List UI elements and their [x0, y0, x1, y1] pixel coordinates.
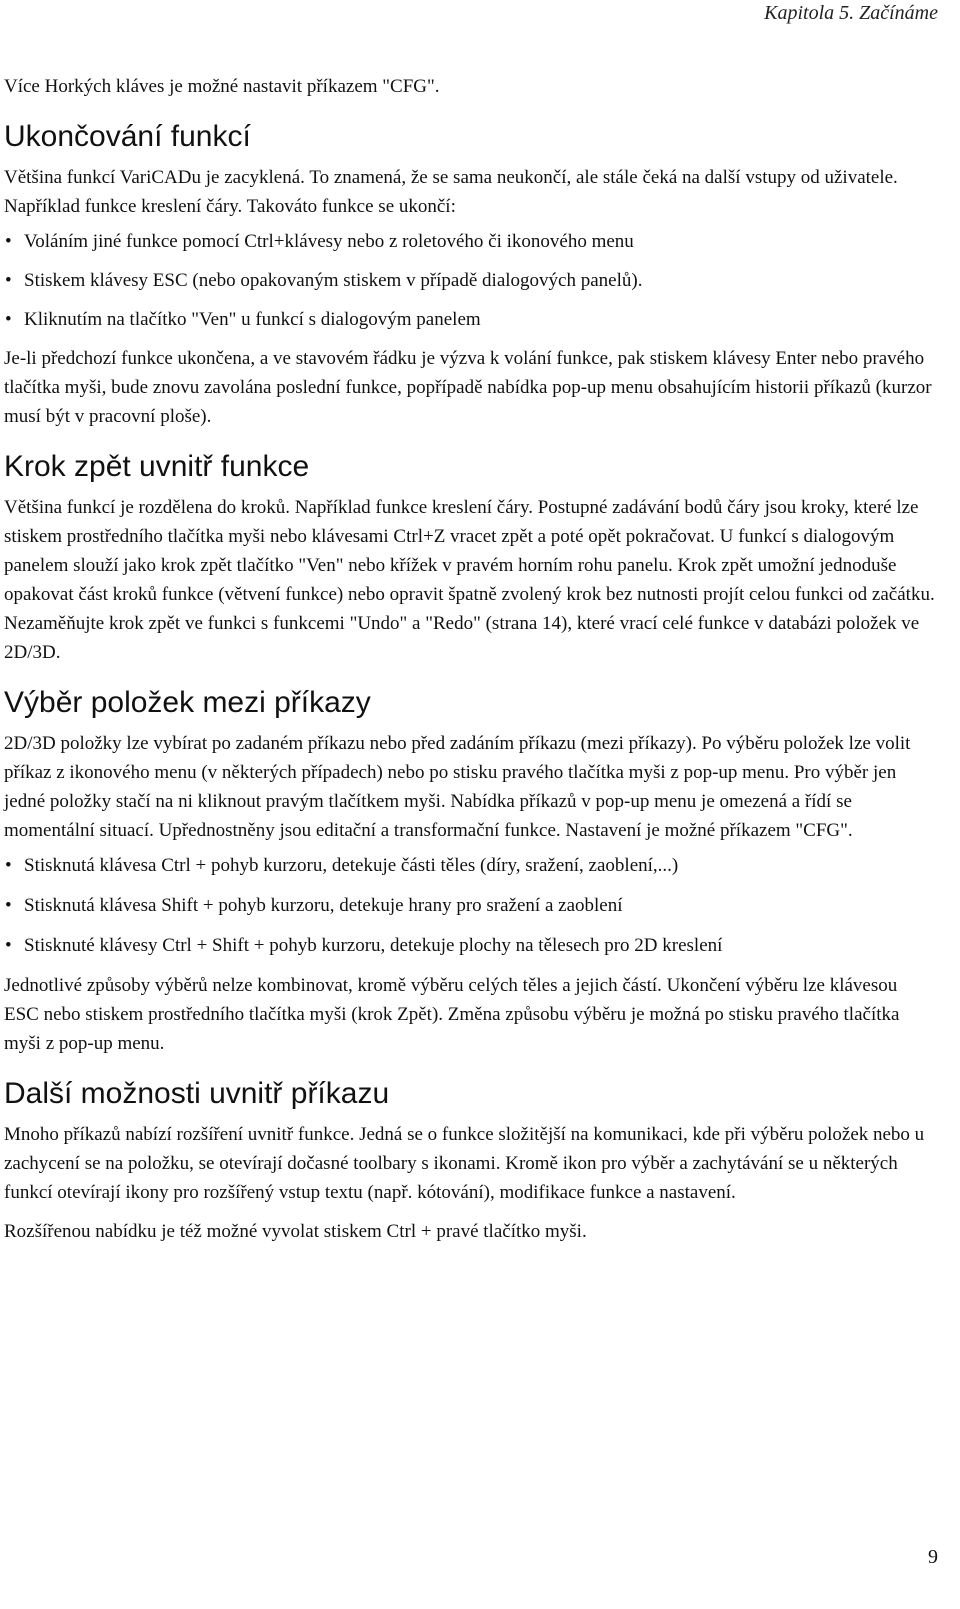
paragraph: Je-li předchozí funkce ukončena, a ve stavovém řádku je výzva k volání funkce, pak stiskem klávesy Enter nebo pravého tlačítka myši, bude znovu zavolána poslední funkce, popřípadě nabídka pop-up menu obsahujícím historii příkazů (kurzor musí být v pracovní ploše).	[4, 348, 932, 427]
paragraph: Většina funkcí je rozdělena do kroků. Například funkce kreslení čáry. Postupné zadávání bodů čáry jsou kroky, které lze stiskem prostředního tlačítka myši nebo klávesami Ctrl+Z vracet zpět a poté opět pokračovat. U funkcí s dialogovým panelem slouží jako krok zpět tlačítko "Ven" nebo křížek v pravém horním rohu panelu. Krok zpět umožní jednoduše opakovat část kroků funkce (větvení funkce) nebo opravit špatně zvolený krok bez nutnosti projít celou funkci od začátku. Nezaměňujte krok zpět ve funkci s funkcemi "Undo" a "Redo" (strana 14), které vrací celé funkce v databázi položek ve 2D/3D.	[4, 497, 935, 663]
list-item: • Voláním jiné funkce pomocí Ctrl+klávesy nebo z roletového či ikonového menu	[4, 227, 936, 256]
section-heading-step-back: Krok zpět uvnitř funkce	[4, 450, 310, 483]
bullet-list	[4, 851, 936, 961]
page-number: 9	[928, 1546, 938, 1568]
paragraph: Jednotlivé způsoby výběrů nelze kombinovat, kromě výběru celých těles a jejich částí. Ukončení výběru lze klávesou ESC nebo stiskem prostředního tlačítka myši (krok Zpět). Změna způsobu výběru je možná po stisku pravého tlačítka myši z pop-up menu.	[4, 975, 900, 1054]
paragraph: 2D/3D položky lze vybírat po zadaném příkazu nebo před zadáním příkazu (mezi příkazy). Po výběru položek lze volit příkaz z ikonového menu (v některých případech) nebo po stisku pravého tlačítka myši z pop-up menu. Pro výběr jen jedné položky stačí na ni kliknout pravým tlačítkem myši. Nabídka příkazů v pop-up menu je omezená a řídí se momentální situací. Upřednostněny jsou editační a transformační funkce. Nastavení je možné příkazem "CFG".	[4, 733, 911, 841]
paragraph: Rozšířenou nabídku je též možné vyvolat stiskem Ctrl + pravé tlačítko myši.	[4, 1221, 587, 1242]
list-item: • Stisknuté klávesy Ctrl + Shift + pohyb kurzoru, detekuje plochy na tělesech pro 2D kreslení	[4, 931, 936, 961]
paragraph: Mnoho příkazů nabízí rozšíření uvnitř funkce. Jedná se o funkce složitější na komunikaci, kde při výběru položek nebo u zachycení se na položku, se otevírají dočasné toolbary s ikonami. Kromě ikon pro výběr a zachytávání se u některých funkcí otevírají ikony pro rozšířený vstup textu (např. kótování), modifikace funkce a nastavení.	[4, 1124, 925, 1203]
section-heading-ending-functions: Ukončování funkcí	[4, 120, 251, 153]
section-heading-selection: Výběr položek mezi příkazy	[4, 686, 371, 719]
list-item: • Stiskem klávesy ESC (nebo opakovaným stiskem v případě dialogových panelů).	[4, 266, 936, 295]
list-item: • Stisknutá klávesa Ctrl + pohyb kurzoru, detekuje části těles (díry, sražení, zaoblení,...)	[4, 851, 936, 881]
list-item: • Stisknutá klávesa Shift + pohyb kurzoru, detekuje hrany pro sražení a zaoblení	[4, 891, 936, 921]
document-body	[4, 72, 936, 1246]
bullet-list	[4, 227, 936, 334]
intro-paragraph: Více Horkých kláves je možné nastavit příkazem "CFG".	[4, 76, 440, 97]
paragraph: Většina funkcí VariCADu je zacyklená. To znamená, že se sama neukončí, ale stále čeká na další vstupy od uživatele. Například funkce kreslení čáry. Takováto funkce se ukončí:	[4, 167, 898, 217]
section-heading-more-options: Další možnosti uvnitř příkazu	[4, 1077, 390, 1110]
running-header: Kapitola 5. Začínáme	[764, 2, 938, 24]
list-item: • Kliknutím na tlačítko "Ven" u funkcí s dialogovým panelem	[4, 305, 936, 334]
